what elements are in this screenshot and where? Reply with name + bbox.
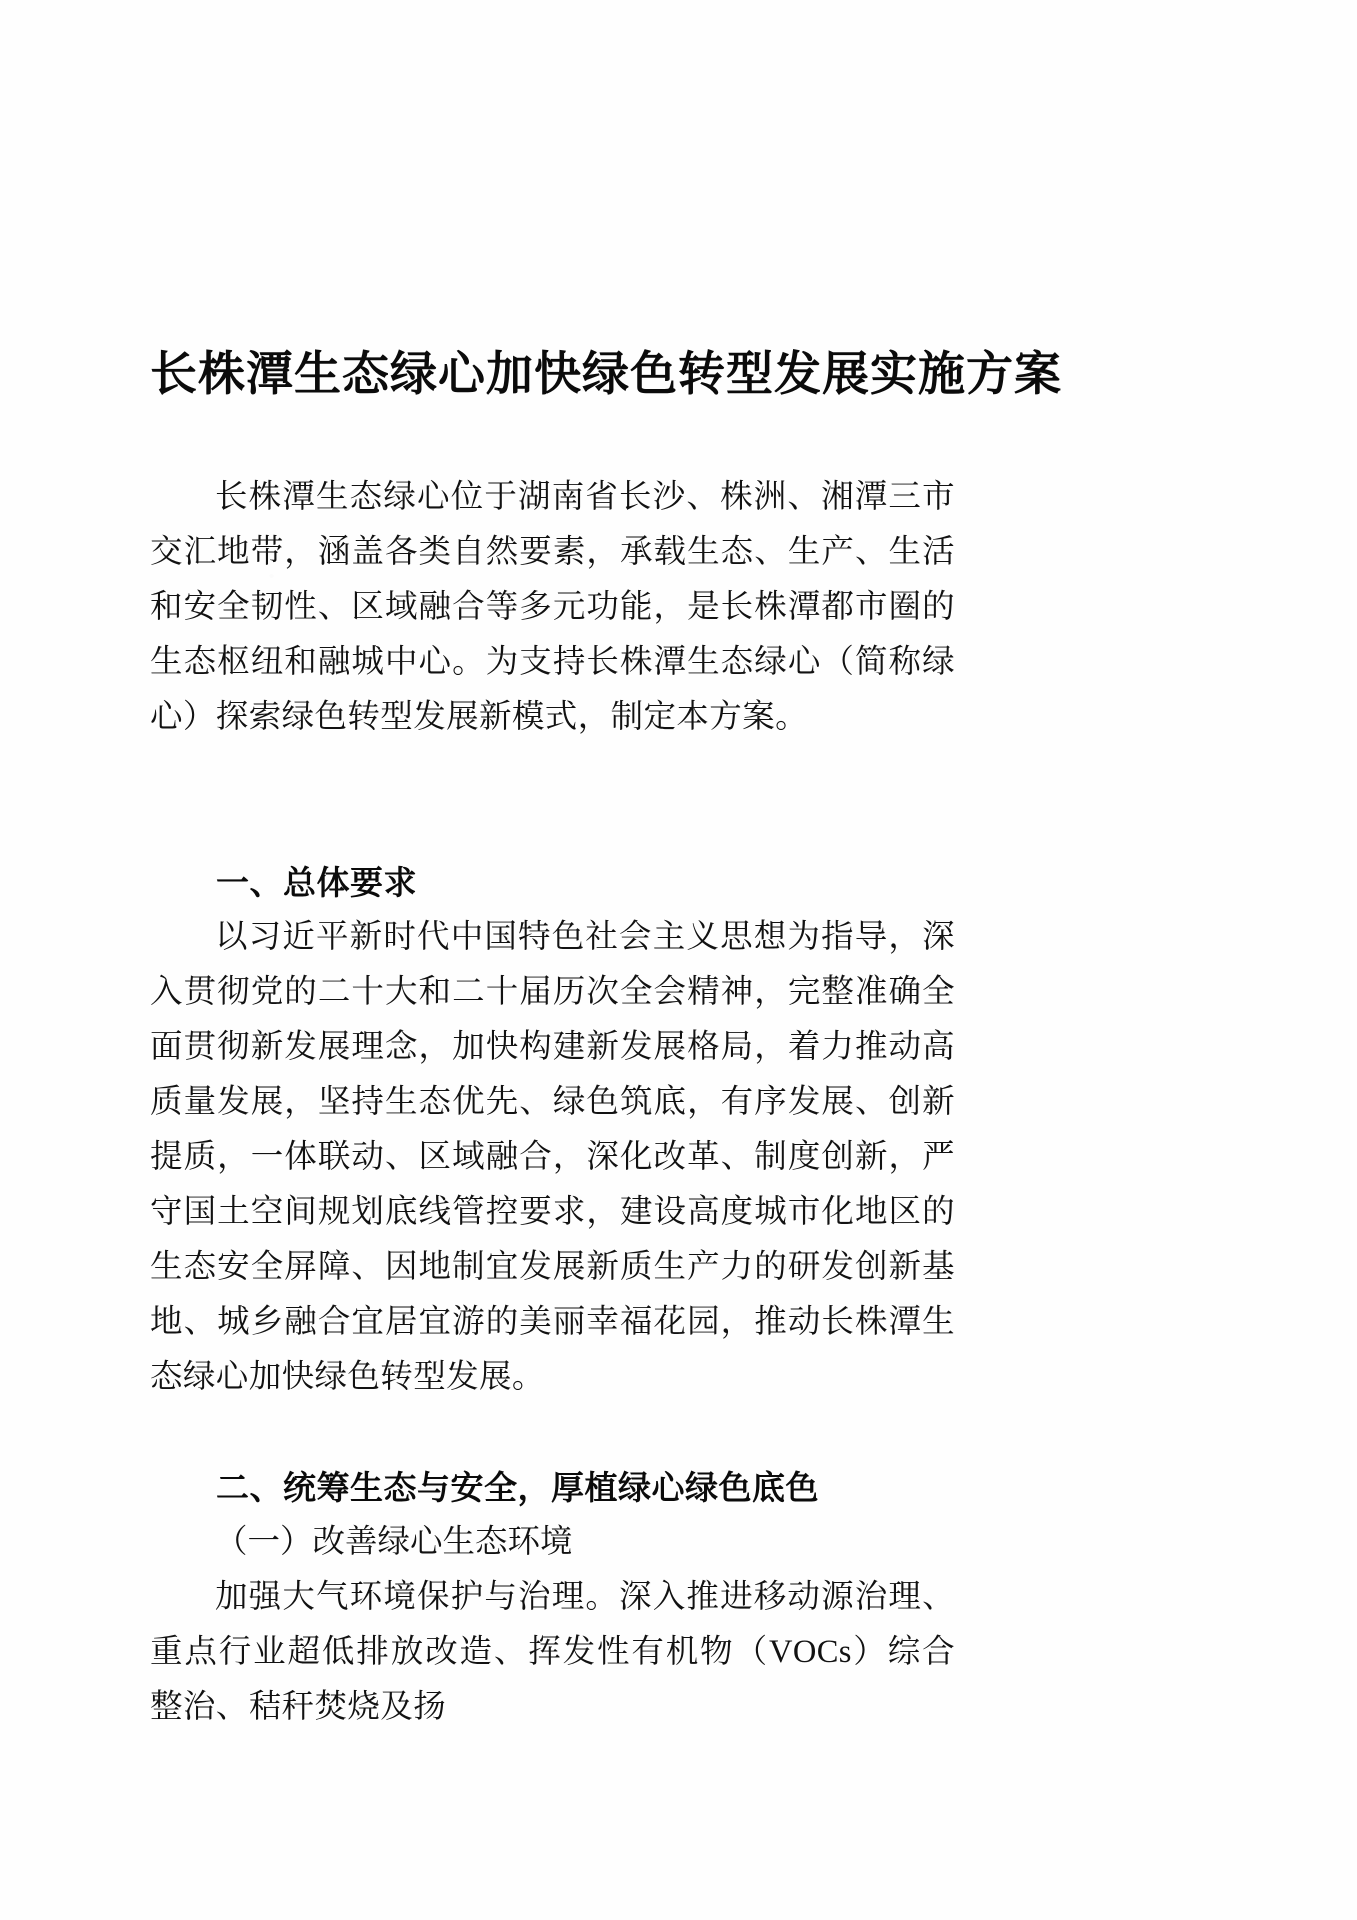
paragraph-section-1-body: 以习近平新时代中国特色社会主义思想为指导，深入贯彻党的二十大和二十届历次全会精神，完整准确全面贯彻新发展理念，加快构建新发展格局，着力推动高质量发展，坚持生态优先、绿色筑底，有序发展、创新提质，一体联动、区域融合，深化改革、制度创新，严守国土空间规划底线管控要求，建设高度城市化地区的生态安全屏障、因地制宜发展新质生产力的研发创新基地、城乡融合宜居宜游的美丽幸福花园，推动长株潭生态绿心加快绿色转型发展。: [150, 919, 955, 1395]
section-2-1-body-block: [150, 1570, 955, 1735]
page-title: 长株潭生态绿心加快绿色转型发展实施方案: [150, 347, 1062, 402]
paragraph-section-2-1-body: 加强大气环境保护与治理。深入推进移动源治理、重点行业超低排放改造、挥发性有机物（VOCs）综合整治、秸秆焚烧及扬: [150, 1579, 955, 1725]
paragraph-intro: 长株潭生态绿心位于湖南省长沙、株洲、湘潭三市交汇地带，涵盖各类自然要素，承载生态、生产、生活和安全韧性、区域融合等多元功能，是长株潭都市圈的生态枢纽和融城中心。为支持长株潭生态绿心（简称绿心）探索绿色转型发展新模式，制定本方案。: [150, 479, 955, 735]
section-heading-1: 一、总体要求: [216, 863, 417, 902]
section-heading-2: 二、统筹生态与安全，厚植绿心绿色底色: [216, 1468, 819, 1507]
section-heading-1-block: [150, 855, 955, 910]
section-1-body-block: [150, 910, 955, 1405]
paragraph-intro-block: [150, 470, 955, 745]
subsection-heading-2-1-block: [150, 1515, 955, 1570]
section-heading-2-block: [150, 1460, 955, 1515]
subsection-heading-2-1: （一）改善绿心生态环境: [215, 1524, 573, 1560]
